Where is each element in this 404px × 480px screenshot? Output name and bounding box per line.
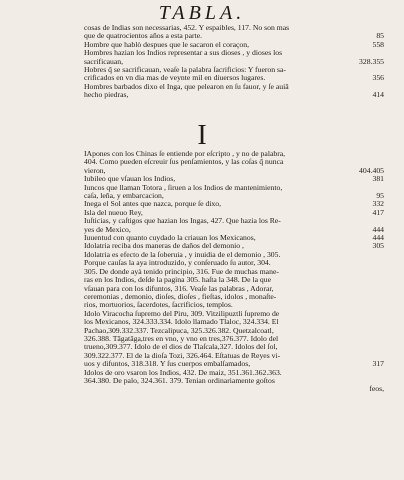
entry-text: sacrificauan,	[84, 56, 124, 66]
entry-page-number: 444	[372, 224, 384, 234]
entry-page-number: 356	[372, 73, 384, 83]
entry-text: Iuuentud con quanto cuydado la criauan los Mexicanos,	[84, 233, 256, 243]
entry-text: 364.380. De palo, 324.361. 379. Tenian ordinariamente goſtos	[84, 375, 275, 385]
index-entry	[84, 49, 384, 57]
entry-text: 326.388. Tāgatāga,tres en vno, y vno en tres,376.377. Idolo del	[84, 333, 279, 343]
entry-text: hecho piedras,	[84, 90, 129, 100]
entry-text: trueno,309.377. Idolo de el dios de Tlaſcala,327. Idolos del ſol,	[84, 342, 278, 352]
entry-text: Hombres barbados dixo el Inga, que pelearon en ſu fauor, y ſe auiã	[84, 81, 289, 91]
entry-text: vieron,	[84, 165, 106, 175]
entry-page-number: 558	[372, 39, 384, 49]
index-entry	[84, 91, 384, 99]
entry-page-number: 332	[372, 199, 384, 209]
entry-page-number: 85	[376, 31, 384, 41]
entry-text: caſa, leña, y embarcacion,	[84, 191, 164, 201]
entry-text: Iuncos que llaman Totora , ſiruen a los Indios de mantenimiento,	[84, 182, 283, 192]
index-entry	[84, 377, 384, 385]
entry-page-number: 444	[372, 233, 384, 243]
entry-page-number: 328.355	[359, 56, 384, 66]
entry-text: los Mexicanos, 324.333.334. Idolo llamado Tlaloc, 324.334. El	[84, 317, 279, 327]
entry-text: Hombre que hablò despues que le sacaron el coraçon,	[84, 39, 250, 49]
entry-text: Iubileo que vſauan los Indios,	[84, 174, 176, 184]
section-letter: I	[197, 120, 207, 151]
entry-page-number: 414	[372, 90, 384, 100]
entry-text: rios, mortuorios, ſacerdotes, ſacrificios, templos.	[84, 300, 233, 310]
entry-text: Hombres hazian los Indios representar a sus dioses , y dioses los	[84, 48, 283, 58]
section-i-entries	[84, 149, 384, 394]
entry-text: Pachao,309.332.337. Tezcalipuca, 325.326.382. Quetzalcoatl,	[84, 325, 274, 335]
section-h-entries	[84, 24, 384, 100]
entry-text: vſauan para con los difuntos, 316. Veaſe las palabras , Adorar,	[84, 283, 274, 293]
entry-text: Porque cauſas la aya introduzido, y conſeruado ſu autor, 304.	[84, 258, 271, 268]
entry-text: yes de Mexico,	[84, 224, 131, 234]
entry-text: Iuſticias, y caſtigos que hazian los Ingas, 427. Que hazia los Re-	[84, 216, 281, 226]
entry-page-number: feos,	[369, 384, 384, 394]
entry-page-number: 381	[372, 174, 384, 184]
entry-text: uos y difuntos, 318.318. Y ſus cuerpos embalſamados,	[84, 359, 251, 369]
entry-text: 305. De donde ayà tenido principio, 316. Fue de muchas mane-	[84, 266, 279, 276]
entry-text: 309.322.377. El de la dioſa Tozi, 326.464. Eſtatuas de Reyes vi-	[84, 350, 281, 360]
entry-text: crificados en vn dia mas de veynte mil en diuersos lugares.	[84, 73, 266, 83]
entry-page-number: 404.405	[359, 165, 384, 175]
entry-text: Hobres q̃ se sacrificauan, veaſe la palabra ſacrificios: Y fueron sa-	[84, 65, 286, 75]
index-entry	[84, 83, 384, 91]
entry-text: Idolatria reciba dos maneras de daños del demonio ,	[84, 241, 244, 251]
entry-text: Isla del nueuo Rey,	[84, 207, 143, 217]
entry-page-number: 317	[372, 359, 384, 369]
entry-text: que de quatrocientos años a esta parte.	[84, 31, 203, 41]
entry-text: ceremonias , demonio, dioſes, dioſes , fieſtas, idolos , monaſte-	[84, 291, 277, 301]
page-header: TABLA.	[158, 2, 246, 24]
entry-page-number: 95	[376, 191, 384, 201]
entry-text: Idolos de oro vsaron los Indios, 432. De maiz, 351.361.362.363.	[84, 367, 282, 377]
entry-text: ras en los Indios, deſde la pagina 305. haſta la 348. De la que	[84, 275, 272, 285]
entry-text: Inega el Sol antes que nazca, porque ſe dixo,	[84, 199, 222, 209]
entry-text: IApones con los Chinas ſe entiende por eſcripto , y no de palabra,	[84, 149, 286, 158]
entry-page-number: 417	[372, 207, 384, 217]
entry-text: Idolatria es efecto de la ſoberuia , y inuidia de el demonio , 305.	[84, 249, 281, 259]
entry-text: cosas de Indias son necessarias, 452. Y espaibles, 117. No son mas	[84, 23, 290, 32]
entry-text: Idolo Viracocha ſupremo del Piru, 309. Vitzilipuztli ſupremo de	[84, 308, 280, 318]
index-entry	[84, 158, 384, 166]
entry-text: 404. Como pueden eſcreuir ſus penſamientos, y las coſas q̃ nunca	[84, 157, 284, 167]
entry-page-number: 305	[372, 241, 384, 251]
